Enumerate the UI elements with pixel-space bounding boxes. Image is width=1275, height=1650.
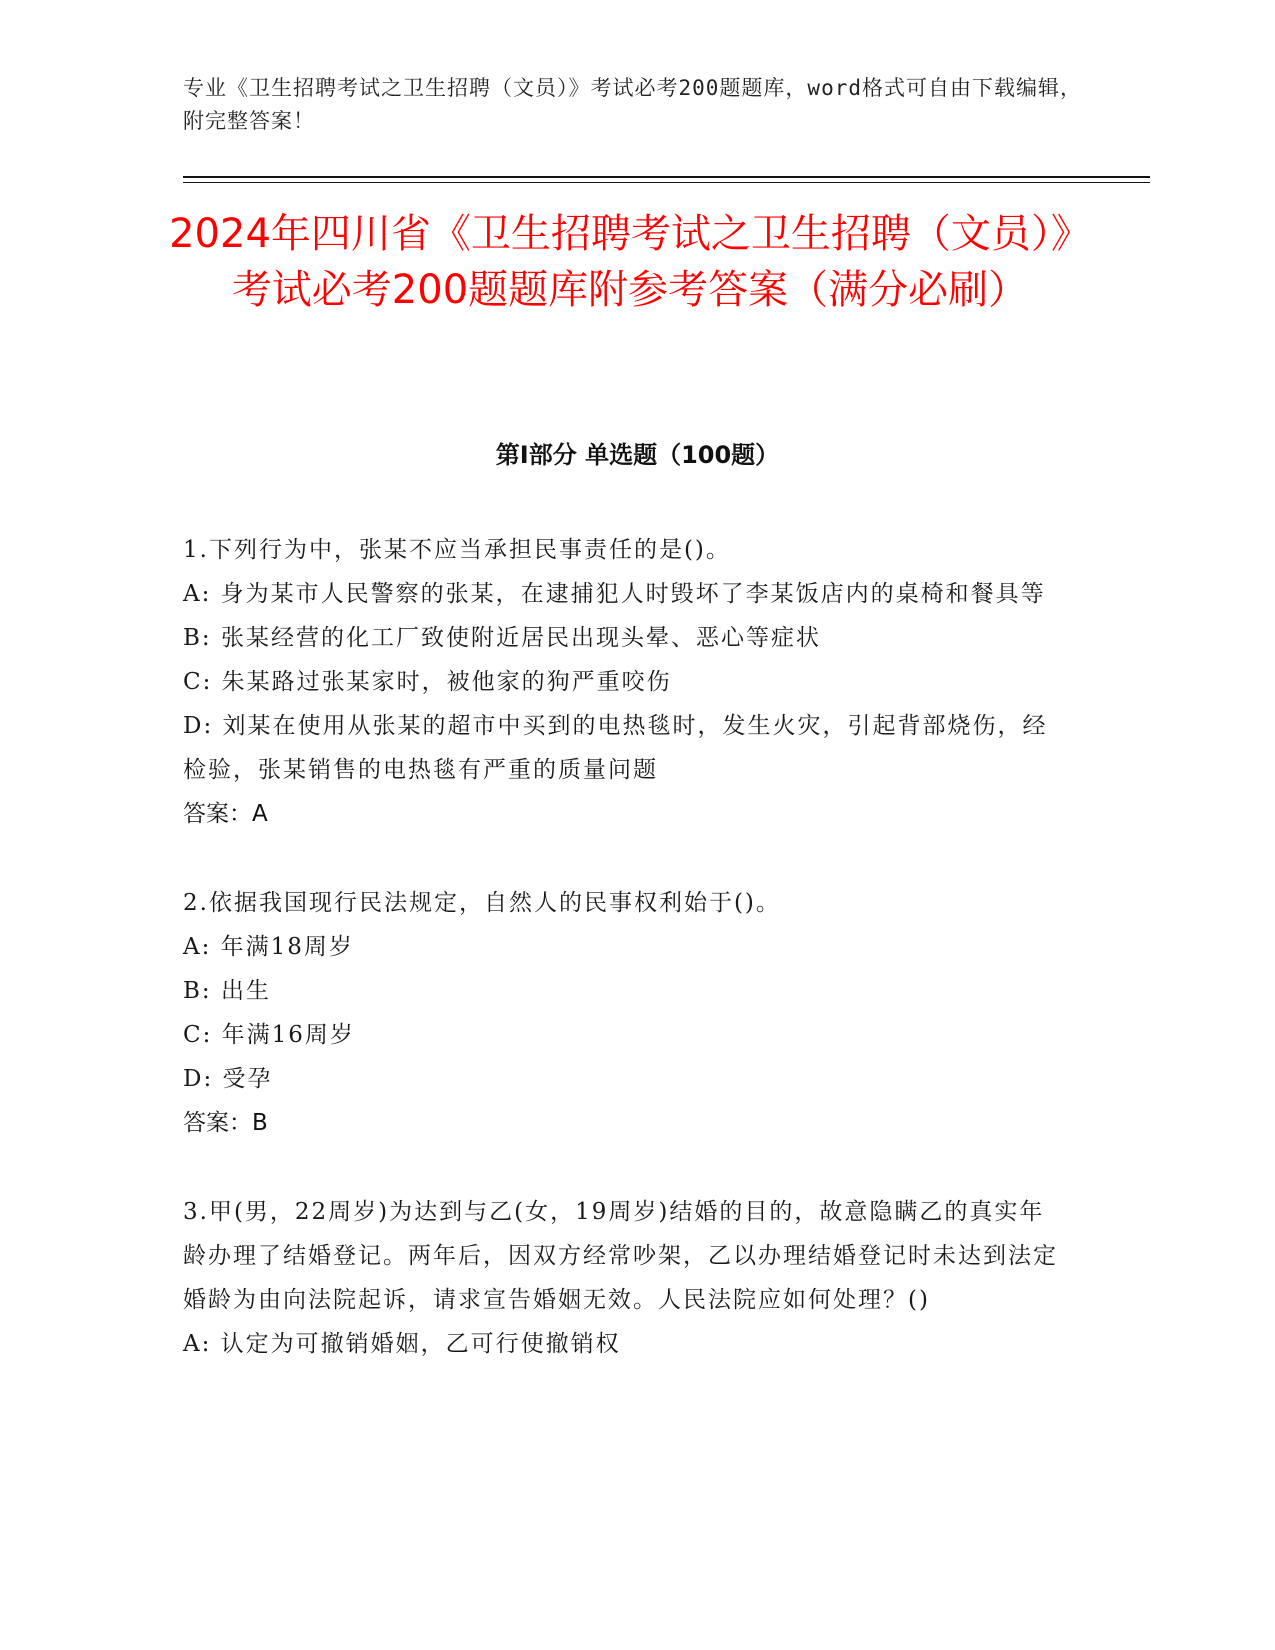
option-c: C: 朱某路过张某家时，被他家的狗严重咬伤 xyxy=(183,669,672,695)
option-b: B: 张某经营的化工厂致使附近居民出现头晕、恶心等症状 xyxy=(183,625,821,651)
question-3 xyxy=(183,1190,1063,1366)
option-d: D: 受孕 xyxy=(183,1066,273,1092)
answer: 答案：B xyxy=(183,1110,268,1136)
question-stem: 3.甲(男，22周岁)为达到与乙(女，19周岁)结婚的目的，故意隐瞒乙的真实年龄办理了结婚登记。两年后，因双方经常吵架，乙以办理结婚登记时未达到法定婚龄为由向法院起诉，请求宣告婚姻无效。人民法院应如何处理？() xyxy=(183,1199,1058,1313)
option-a: A: 年满18周岁 xyxy=(183,934,354,960)
section-title: 第I部分 单选题（100题） xyxy=(495,441,780,469)
option-b: B: 出生 xyxy=(183,978,271,1004)
question-stem: 2.依据我国现行民法规定，自然人的民事权利始于()。 xyxy=(183,890,781,916)
document-title: 2024年四川省《卫生招聘考试之卫生招聘（文员）》考试必考200题题库附参考答案（满分必刷） xyxy=(169,211,1091,313)
option-a: A: 认定为可撤销婚姻，乙可行使撤销权 xyxy=(183,1331,621,1357)
answer: 答案：A xyxy=(183,801,268,827)
header-rule-thin xyxy=(183,182,1150,183)
option-d: D: 刘某在使用从张某的超市中买到的电热毯时，发生火灾，引起背部烧伤，经检验，张某销售的电热毯有严重的质量问题 xyxy=(183,713,1048,783)
option-c: C: 年满16周岁 xyxy=(183,1022,355,1048)
question-stem: 1.下列行为中，张某不应当承担民事责任的是()。 xyxy=(183,537,731,563)
header-rule-thick xyxy=(183,176,1150,178)
option-a: A: 身为某市人民警察的张某，在逮捕犯人时毁坏了李某饭店内的桌椅和餐具等 xyxy=(183,581,1046,607)
question-list xyxy=(183,528,1063,1411)
question-1 xyxy=(183,528,1063,836)
question-2 xyxy=(183,881,1063,1145)
header-note: 专业《卫生招聘考试之卫生招聘（文员）》考试必考200题题库，word格式可自由下载编辑，附完整答案！ xyxy=(183,76,1082,133)
